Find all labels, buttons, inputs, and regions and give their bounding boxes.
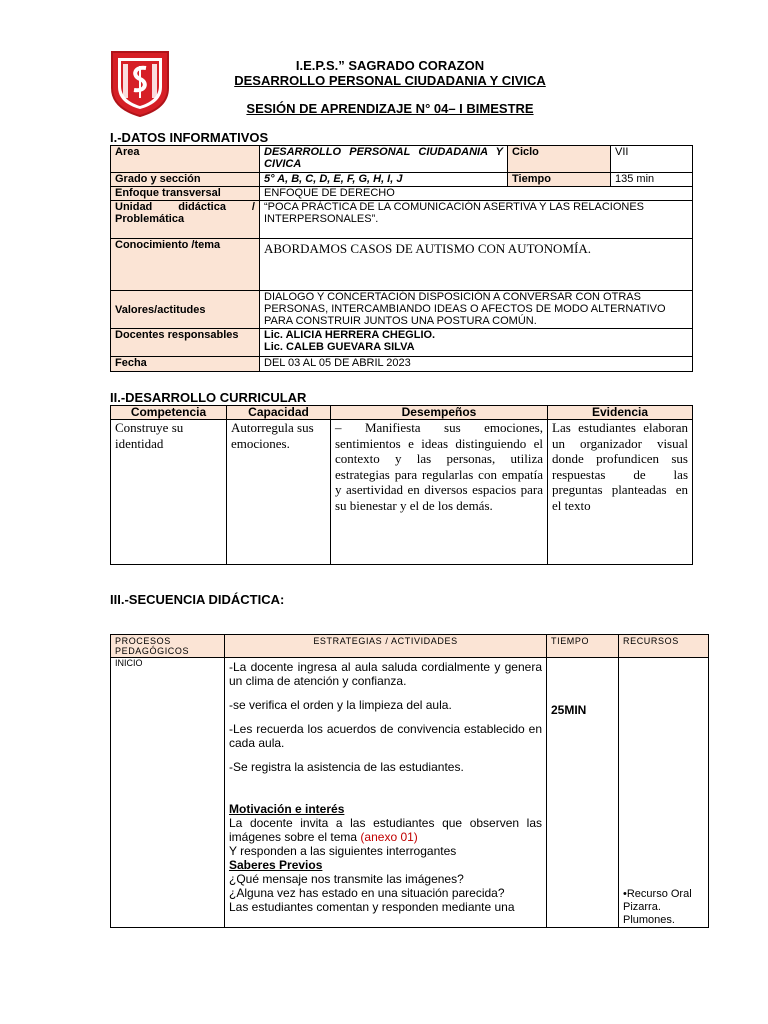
motivacion-text-2: Y responden a las siguientes interrogantes xyxy=(229,844,457,858)
conocimiento-value: ABORDAMOS CASOS DE AUTISMO CON AUTONOMÍA. xyxy=(260,239,693,291)
saberes-text: Las estudiantes comentan y responden mediante una xyxy=(229,900,515,914)
header-desempenos: Desempeños xyxy=(331,406,548,420)
header-procesos: PROCESOS PEDAGÓGICOS xyxy=(111,635,225,658)
valores-value xyxy=(260,291,693,329)
recurso-oral: •Recurso Oral xyxy=(623,888,692,900)
recurso-plumones: Plumones. xyxy=(623,914,675,926)
area-value: DESARROLLO PERSONAL CIUDADANIA Y CIVICA xyxy=(260,146,508,173)
desempeno-cell: – Manifiesta sus emociones, sentimientos e ideas distinguiendo el contexto y las personas, utiliza estrategias para regularlas con empatía y asertividad en diversos espacios para su bienestar y el de los demás. xyxy=(331,420,548,565)
school-crest-logo xyxy=(108,48,172,118)
valores-text: DISPOSICIÓN A CONVERSAR CON OTRAS PERSONAS, INTERCAMBIANDO IDEAS O AFECTOS DE MODO ALTERNATIVO PARA CONSTRUIR JUNTOS UNA POSTURA COMÚN. xyxy=(264,291,666,327)
header-estrategias: ESTRATEGIAS / ACTIVIDADES xyxy=(225,635,547,658)
enfoque-value: ENFOQUE DE DERECHO xyxy=(260,187,693,201)
anexo-reference: (anexo 01) xyxy=(360,830,418,844)
header-competencia: Competencia xyxy=(111,406,227,420)
docentes-value xyxy=(260,329,693,357)
desarrollo-curricular-table xyxy=(110,405,693,565)
session-title: SESIÓN DE APRENDIZAJE N° 04– I BIMESTRE xyxy=(246,101,534,116)
ciclo-value: VII xyxy=(611,146,693,173)
unidad-label: Unidad didáctica / Problemática xyxy=(111,201,260,239)
actividad-item: -La docente ingresa al aula saluda cordialmente y genera un clima de atención y confianza. xyxy=(229,660,542,688)
area-label: Area xyxy=(111,146,260,173)
conocimiento-label: Conocimiento /tema xyxy=(111,239,260,291)
motivacion-text-main: La docente invita a las estudiantes que observen las imágenes sobre el tema xyxy=(229,816,542,844)
header-capacidad: Capacidad xyxy=(227,406,331,420)
docentes-label: Docentes responsables xyxy=(111,329,260,357)
section-datos-title: I.-DATOS INFORMATIVOS xyxy=(110,130,269,145)
header-evidencia: Evidencia xyxy=(548,406,693,420)
course-area-title: DESARROLLO PERSONAL CIUDADANIA Y CIVICA xyxy=(234,73,546,88)
grado-label: Grado y sección xyxy=(111,173,260,187)
docente-1: Lic. ALICIA HERRERA CHEGLIO. xyxy=(264,329,436,341)
proceso-inicio: INICIO xyxy=(111,658,225,928)
evidencia-cell: Las estudiantes elaboran un organizador visual donde profundicen sus respuestas de las preguntas planteadas en el texto xyxy=(548,420,693,565)
institution-name: I.E.P.S.” SAGRADO CORAZON xyxy=(295,58,485,73)
saberes-question-2: ¿Alguna vez has estado en una situación parecida? xyxy=(229,886,505,900)
saberes-question-1: ¿Qué mensaje nos transmite las imágenes? xyxy=(229,872,464,886)
valores-label: Valores/actitudes xyxy=(111,291,260,329)
datos-informativos-table xyxy=(110,145,693,372)
secuencia-didactica-table xyxy=(110,634,709,928)
section-desarrollo-title: II.-DESARROLLO CURRICULAR xyxy=(110,390,307,405)
header-recursos: RECURSOS xyxy=(619,635,709,658)
header-tiempo: TIEMPO xyxy=(547,635,619,658)
actividad-item: -se verifica el orden y la limpieza del aula. xyxy=(229,698,452,712)
saberes-heading: Saberes Previos xyxy=(229,858,323,872)
actividad-item: -Se registra la asistencia de las estudiantes. xyxy=(229,760,464,774)
unidad-value: “POCA PRÁCTICA DE LA COMUNICACIÓN ASERTIVA Y LAS RELACIONES INTERPERSONALES”. xyxy=(260,201,693,239)
recursos-cell xyxy=(619,658,709,928)
grado-value: 5° A, B, C, D, E, F, G, H, I, J xyxy=(260,173,508,187)
tiempo-cell: 25MIN xyxy=(547,658,619,928)
docente-2: Lic. CALEB GUEVARA SILVA xyxy=(264,341,415,353)
fecha-value: DEL 03 AL 05 DE ABRIL 2023 xyxy=(260,357,693,372)
tiempo-label: Tiempo xyxy=(508,173,611,187)
recurso-pizarra: Pizarra. xyxy=(623,901,661,913)
tiempo-value: 135 min xyxy=(611,173,693,187)
actividad-item: -Les recuerda los acuerdos de convivencia establecido en cada aula. xyxy=(229,722,542,750)
motivacion-text xyxy=(229,816,542,844)
section-secuencia-title: III.-SECUENCIA DIDÁCTICA: xyxy=(110,592,285,607)
competencia-cell: Construye su identidad xyxy=(111,420,227,565)
valores-highlight: DIALOGO Y CONCERTACIÓN xyxy=(264,291,416,303)
actividades-cell xyxy=(225,658,547,928)
motivacion-heading: Motivación e interés xyxy=(229,802,345,816)
fecha-label: Fecha xyxy=(111,357,260,372)
enfoque-label: Enfoque transversal xyxy=(111,187,260,201)
ciclo-label: Ciclo xyxy=(508,146,611,173)
capacidad-cell: Autorregula sus emociones. xyxy=(227,420,331,565)
